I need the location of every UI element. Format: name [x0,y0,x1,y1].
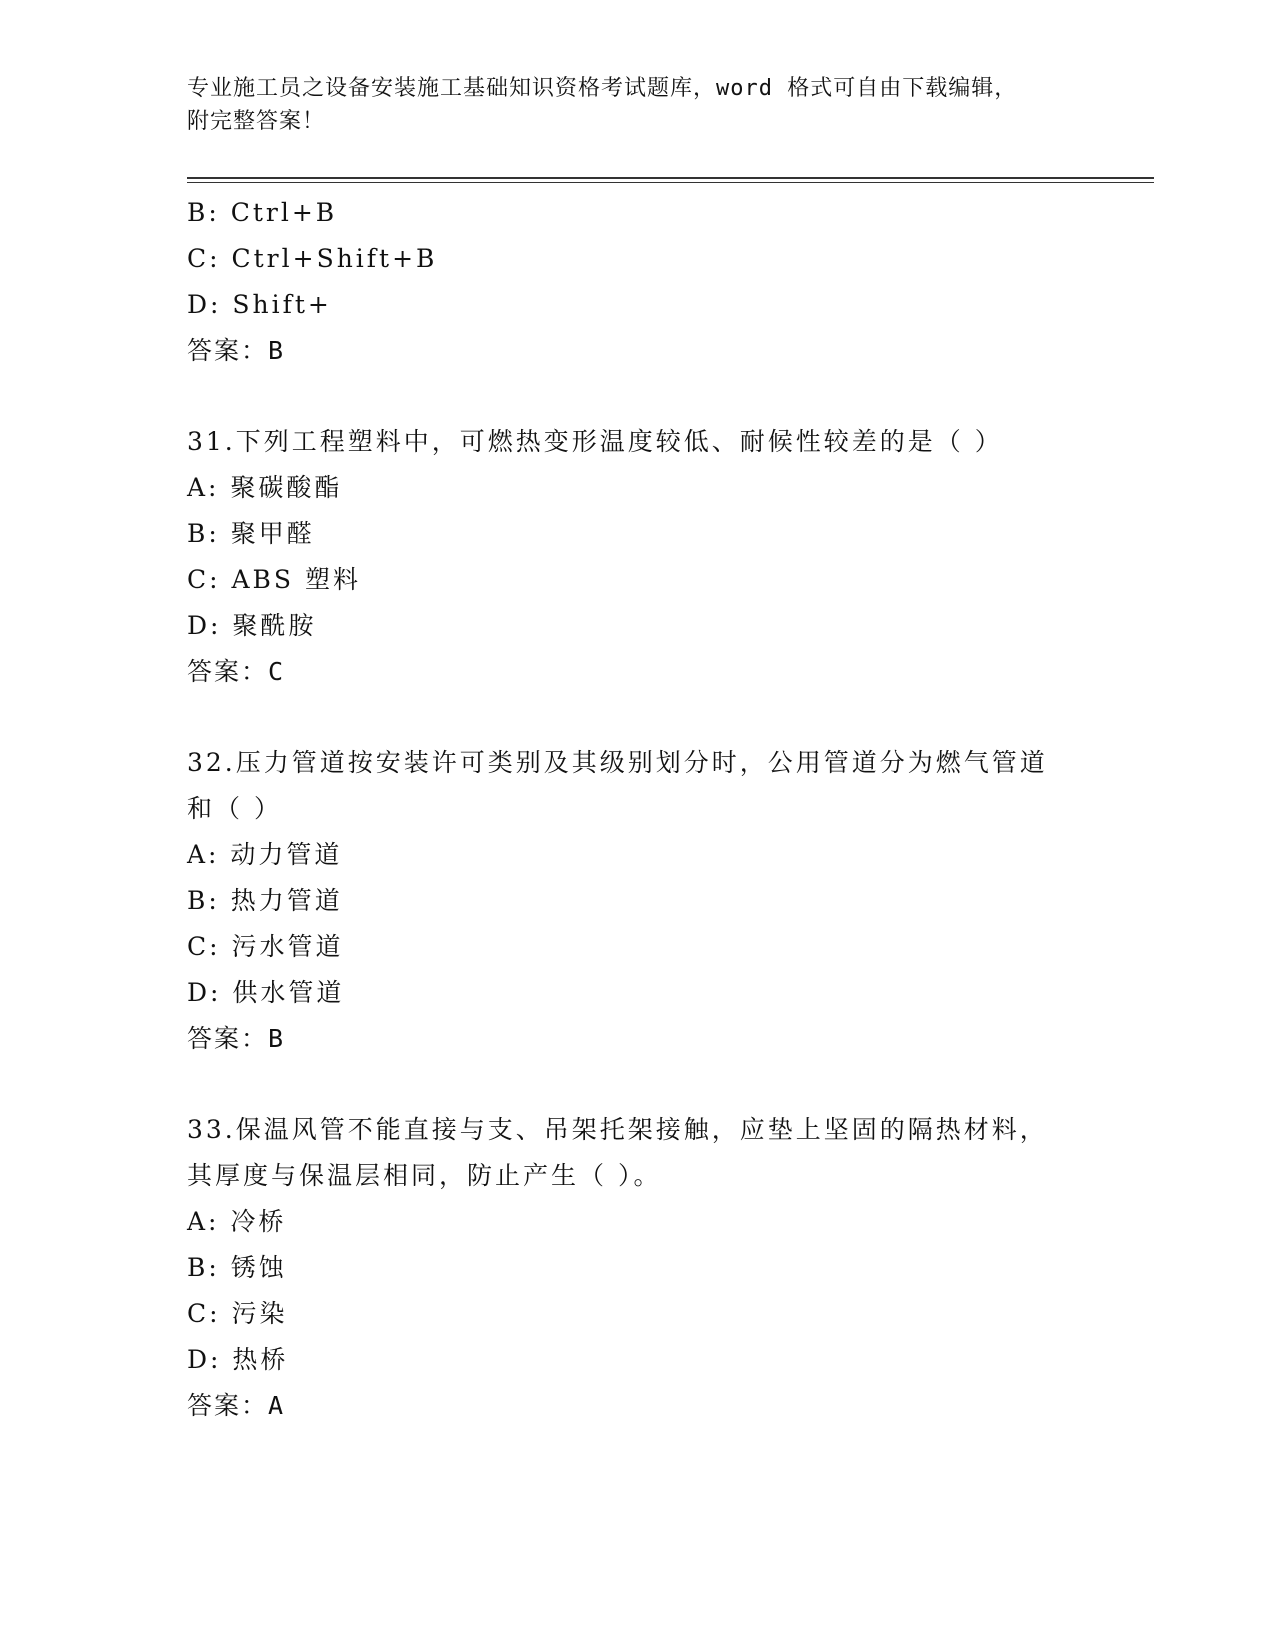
question-block-31 [187,419,1087,695]
header-divider [187,177,1154,183]
option-c: C: Ctrl+Shift+B [187,244,438,273]
option-b: B: 热力管道 [187,886,343,915]
option-d: D: 聚酰胺 [187,611,317,640]
answer-line: 答案：B [187,1024,286,1053]
question-block-30 [187,190,1087,374]
question-stem: 32.压力管道按安装许可类别及其级别划分时，公用管道分为燃气管道和（ ） [187,748,1048,823]
option-a: A: 动力管道 [187,840,343,869]
header-title-line-2: 附完整答案！ [187,109,326,134]
option-c: C: ABS 塑料 [187,565,361,594]
header-title-line-1: 专业施工员之设备安装施工基础知识资格考试题库，word 格式可自由下载编辑， [187,76,1018,101]
option-b: B: Ctrl+B [187,198,338,227]
option-d: D: 供水管道 [187,978,345,1007]
question-block-33 [187,1107,1087,1429]
option-d: D: Shift+ [187,290,332,319]
option-b: B: 聚甲醛 [187,519,315,548]
question-block-32 [187,740,1087,1062]
option-c: C: 污水管道 [187,932,344,961]
spacer [187,695,1087,740]
option-a: A: 冷桥 [187,1207,287,1236]
option-d: D: 热桥 [187,1345,289,1374]
option-a: A: 聚碳酸酯 [187,473,343,502]
option-b: B: 锈蚀 [187,1253,287,1282]
spacer [187,374,1087,419]
spacer [187,1062,1087,1107]
option-c: C: 污染 [187,1299,288,1328]
question-stem: 33.保温风管不能直接与支、吊架托架接触，应垫上坚固的隔热材料，其厚度与保温层相同，防止产生（ ）。 [187,1115,1048,1190]
answer-line: 答案：C [187,657,286,686]
question-stem: 31.下列工程塑料中，可燃热变形温度较低、耐候性较差的是（ ） [187,427,1003,456]
question-list [187,190,1087,1429]
answer-line: 答案：A [187,1391,286,1420]
answer-line: 答案：B [187,336,286,365]
document-header [187,72,1087,138]
